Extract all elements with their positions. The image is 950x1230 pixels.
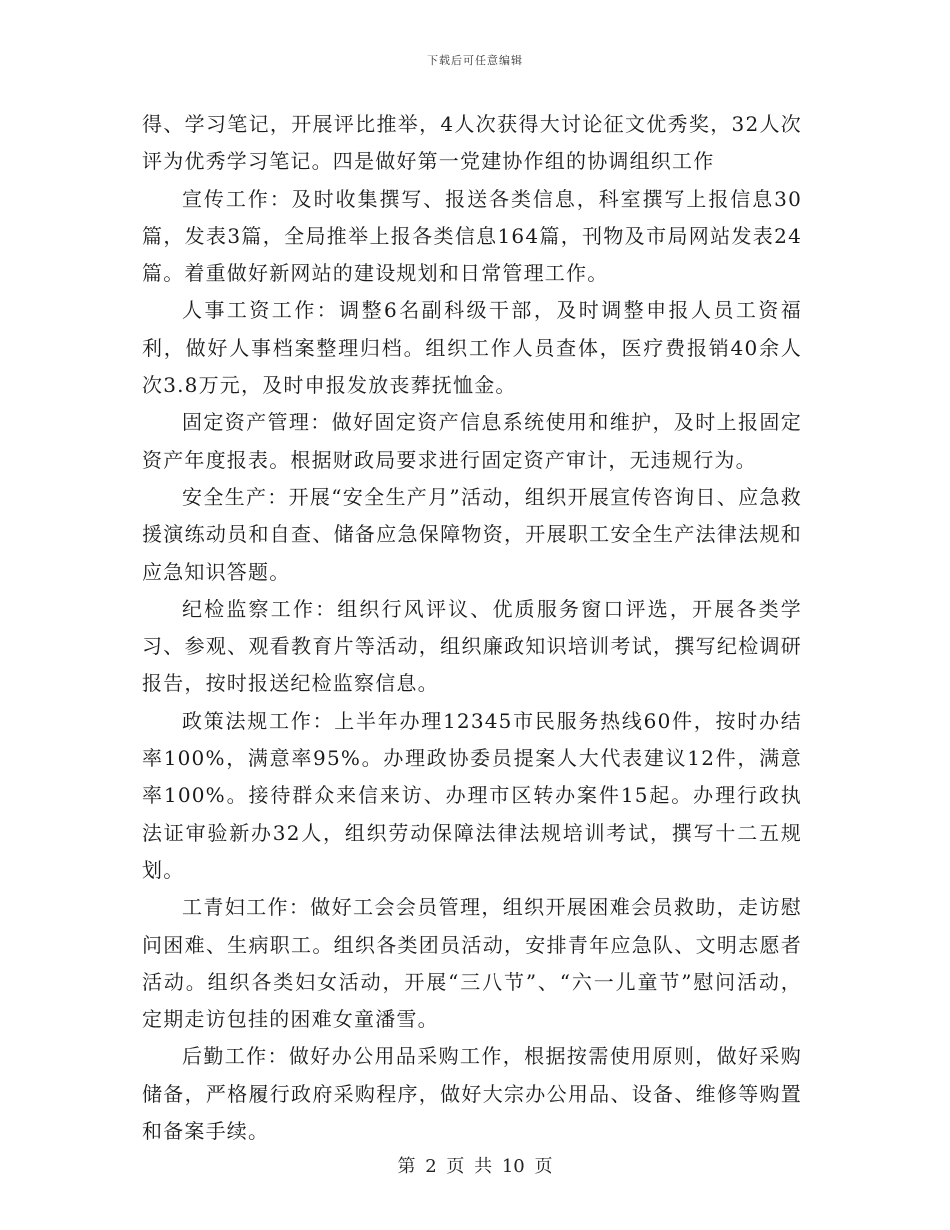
paragraph-logistics: 后勤工作：做好办公用品采购工作，根据按需使用原则，做好采购储备，严格履行政府采购程序，做好大宗办公用品、设备、维修等购置和备案手续。 xyxy=(142,1044,802,1144)
paragraph-publicity: 宣传工作：及时收集撰写、报送各类信息，科室撰写上报信息30篇，发表3篇，全局推举上报各类信息164篇，刊物及市局网站发表24篇。着重做好新网站的建设规划和日常管理工作。 xyxy=(142,186,802,286)
paragraph-fixed-assets: 固定资产管理：做好固定资产信息系统使用和维护，及时上报固定资产年度报表。根据财政局要求进行固定资产审计，无违规行为。 xyxy=(142,410,802,472)
paragraph-policy: 政策法规工作：上半年办理12345市民服务热线60件，按时办结率100%，满意率95%。办理政协委员提案人大代表建议12件，满意率100%。接待群众来信来访、办理市区转办案件15起。办理行政执法证审验新办32人，组织劳动保障法律法规培训考试，撰写十二五规划。 xyxy=(142,708,802,882)
page-header: 下载后可任意编辑 xyxy=(427,54,523,67)
paragraph-continuation: 得、学习笔记，开展评比推举，4人次获得大讨论征文优秀奖，32人次评为优秀学习笔记。四是做好第一党建协作组的协调组织工作 xyxy=(142,112,802,174)
paragraph-safety: 安全生产：开展“安全生产月”活动，组织开展宣传咨询日、应急救援演练动员和自查、储备应急保障物资，开展职工安全生产法律法规和应急知识答题。 xyxy=(142,484,802,584)
paragraph-discipline: 纪检监察工作：组织行风评议、优质服务窗口评选，开展各类学习、参观、观看教育片等活动，组织廉政知识培训考试，撰写纪检调研报告，按时报送纪检监察信息。 xyxy=(142,596,802,696)
paragraph-personnel: 人事工资工作：调整6名副科级干部，及时调整申报人员工资福利，做好人事档案整理归档。组织工作人员查体，医疗费报销40余人次3.8万元，及时申报发放丧葬抚恤金。 xyxy=(142,298,802,398)
paragraph-union: 工青妇工作：做好工会会员管理，组织开展困难会员救助，走访慰问困难、生病职工。组织各类团员活动，安排青年应急队、文明志愿者活动。组织各类妇女活动，开展“三八节”、“六一儿童节”慰问活动，定期走访包挂的困难女童潘雪。 xyxy=(142,895,802,1032)
document-body xyxy=(142,106,802,1150)
page-number: 第 2 页 共 10 页 xyxy=(397,1156,553,1177)
